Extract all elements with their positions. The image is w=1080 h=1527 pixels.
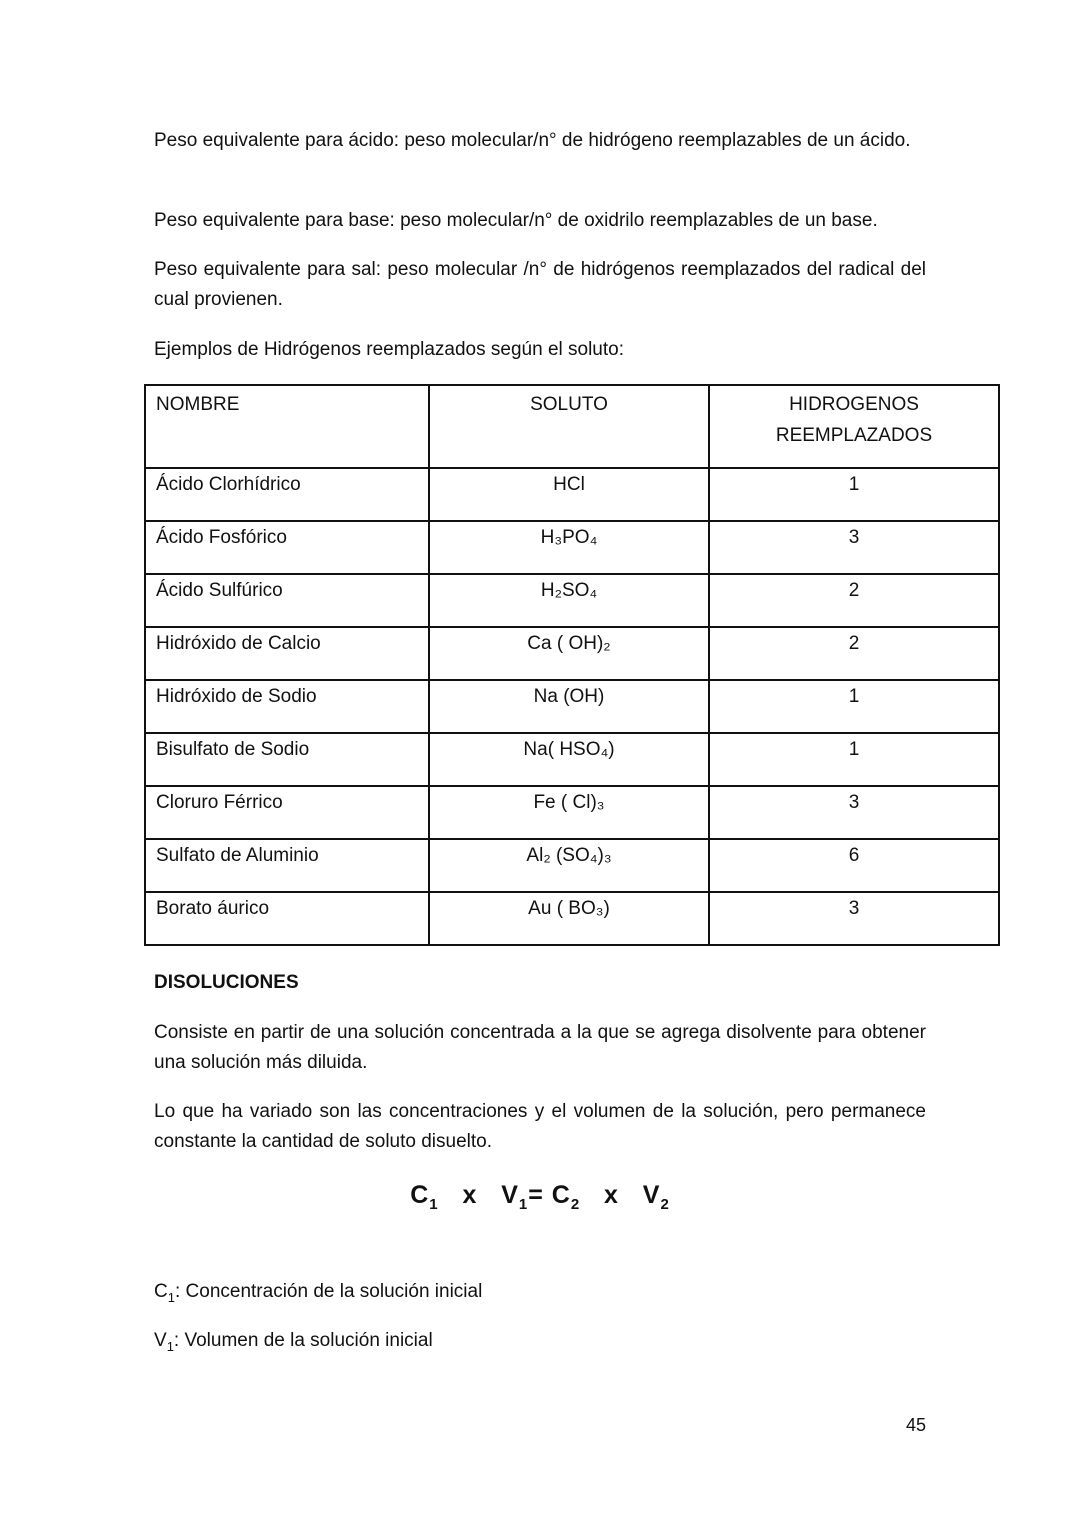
table-row [145, 680, 999, 733]
paragraph-acid-equivalent: Peso equivalente para ácido: peso molecular/n° de hidrógeno reemplazables de un ácido. [154, 130, 911, 151]
definition-c1-text: : Concentración de la solución inicial [174, 1281, 483, 1302]
formula-c2-subscript: 2 [570, 1196, 581, 1213]
formula-equals: = [528, 1181, 544, 1209]
paragraph-dilution-definition: Consiste en partir de una solución concentrada a la que se agrega disolvente para obtener una solución más diluida. [154, 1022, 926, 1073]
table-row [145, 733, 999, 786]
paragraph-base-equivalent: Peso equivalente para base: peso molecular/n° de oxidrilo reemplazables de un base. [154, 210, 878, 231]
row-hydrogens: 3 [709, 892, 999, 945]
definition-c1-symbol: C [154, 1281, 168, 1302]
formula-c1-symbol: C [410, 1181, 430, 1209]
row-solute: Ca ( OH)₂ [429, 627, 709, 680]
table-row [145, 574, 999, 627]
paragraph-dilution-detail: Lo que ha variado son las concentraciones y el volumen de la solución, pero permanece constante la cantidad de soluto disuelto. [154, 1101, 926, 1152]
formula-v1-subscript: 1 [518, 1196, 529, 1213]
row-name: Hidróxido de Calcio [145, 627, 429, 680]
header-hydrogens-line1: HIDROGENOS [789, 394, 919, 415]
definition-c1 [154, 1277, 482, 1313]
row-solute: Na (OH) [429, 680, 709, 733]
row-solute: H₂SO₄ [429, 574, 709, 627]
header-solute: SOLUTO [429, 385, 709, 468]
row-name: Borato áurico [145, 892, 429, 945]
table-header-row [145, 385, 999, 468]
formula-times-1: x [462, 1181, 478, 1209]
header-hydrogens [709, 385, 999, 468]
table-row [145, 521, 999, 574]
definition-v1-symbol: V [154, 1330, 167, 1351]
row-solute: Fe ( Cl)₃ [429, 786, 709, 839]
definition-v1 [154, 1326, 433, 1362]
row-name: Sulfato de Aluminio [145, 839, 429, 892]
row-hydrogens: 3 [709, 521, 999, 574]
table-row [145, 468, 999, 521]
row-hydrogens: 2 [709, 627, 999, 680]
row-name: Ácido Clorhídrico [145, 468, 429, 521]
row-name: Cloruro Férrico [145, 786, 429, 839]
row-hydrogens: 1 [709, 468, 999, 521]
table-row [145, 839, 999, 892]
row-hydrogens: 2 [709, 574, 999, 627]
row-solute: Al₂ (SO₄)₃ [429, 839, 709, 892]
formula-v2-symbol: V [642, 1181, 661, 1209]
table-row [145, 627, 999, 680]
dilution-formula [0, 1177, 1080, 1223]
paragraph-salt-equivalent: Peso equivalente para sal: peso molecular /n° de hidrógenos reemplazados del radical del cual provienen. [154, 259, 926, 310]
definition-v1-subscript: 1 [166, 1338, 174, 1354]
section-heading: DISOLUCIONES [154, 972, 299, 993]
formula-c1-subscript: 1 [429, 1196, 439, 1213]
row-name: Ácido Sulfúrico [145, 574, 429, 627]
definition-c1-subscript: 1 [167, 1289, 175, 1305]
formula-c2-symbol: C [551, 1181, 571, 1209]
row-solute: Na( HSO₄) [429, 733, 709, 786]
row-hydrogens: 6 [709, 839, 999, 892]
table-row [145, 786, 999, 839]
row-solute: Au ( BO₃) [429, 892, 709, 945]
row-name: Bisulfato de Sodio [145, 733, 429, 786]
formula-v2-subscript: 2 [660, 1196, 670, 1213]
definition-v1-text: : Volumen de la solución inicial [173, 1330, 433, 1351]
row-hydrogens: 3 [709, 786, 999, 839]
formula-v1-symbol: V [501, 1181, 519, 1209]
row-solute: H₃PO₄ [429, 521, 709, 574]
row-hydrogens: 1 [709, 733, 999, 786]
row-solute: HCl [429, 468, 709, 521]
row-name: Ácido Fosfórico [145, 521, 429, 574]
formula-times-2: x [604, 1181, 619, 1209]
row-name: Hidróxido de Sodio [145, 680, 429, 733]
row-hydrogens: 1 [709, 680, 999, 733]
table-row [145, 892, 999, 945]
header-hydrogens-line2: REEMPLAZADOS [775, 425, 933, 446]
page-number: 45 [905, 1415, 926, 1435]
header-name: NOMBRE [145, 385, 429, 468]
paragraph-table-intro: Ejemplos de Hidrógenos reemplazados según el soluto: [154, 339, 624, 360]
hydrogen-table [144, 384, 1000, 946]
